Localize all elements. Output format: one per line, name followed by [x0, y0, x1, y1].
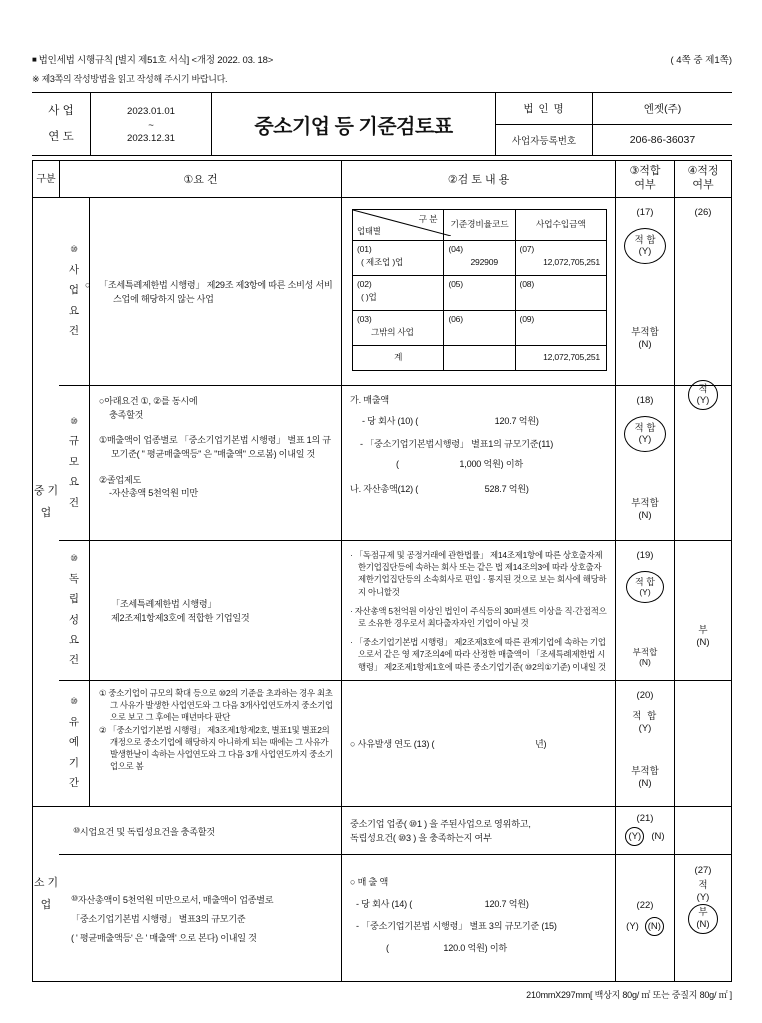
- review-102-standard-value: ( 1,000 억원) 이하: [396, 459, 523, 470]
- propriety-small-filler-top: [674, 807, 731, 854]
- inner-table-row: [353, 241, 607, 276]
- field-number-20: (20): [636, 690, 654, 701]
- propriety-small-no-selected[interactable]: 부 (N): [688, 904, 718, 934]
- conformity-no-101[interactable]: 부적합 (N): [631, 327, 659, 351]
- total-code-empty: [444, 346, 515, 371]
- propriety-mid-no[interactable]: 부 (N): [696, 624, 710, 648]
- propriety-mid-filler: [674, 681, 731, 806]
- col-header-conformity: ③적합 여부: [615, 161, 674, 197]
- law-reference-text: 법인세법 시행규칙 [별지 제51호 서식] <개정 2022. 03. 18>: [38, 55, 274, 66]
- col-header-review: ②검 토 내 용: [341, 161, 615, 197]
- row-104-grace-period: [59, 681, 731, 807]
- criteria-table: [32, 160, 732, 982]
- biz-type-cell-03: (03) 그밖의 사업: [353, 311, 444, 346]
- requirement-text-103: 「조세특례제한법 시행령」 제2조제1항제3호에 적합한 기업일것: [111, 599, 250, 623]
- col-header-gubun: 구분: [36, 173, 56, 185]
- conformity-yes-103-selected[interactable]: 적 합 (Y): [626, 571, 664, 603]
- propriety-cell-mid: [674, 198, 731, 385]
- review-104-label: ○ 사유발생 연도 (13) (: [350, 738, 435, 749]
- review-cell-101: [341, 198, 615, 385]
- biz-no-label: 사업자등록번호: [496, 125, 593, 156]
- paper-spec-footer: 210mmX297mm[ 백상지 80g/ ㎡ 또는 중질지 80g/ ㎡ ]: [526, 990, 732, 1000]
- requirement-text-102: ○아래요건 ①, ②를 동시에 충족할것 ①매출액이 업종별로 「중소기업기본법 시행령」 별표 1의 규모기준( " 평균매출액등" 은 "매출액" 으로봄) 이내일 것 ②졸업제도 -자산총액 5천억원 미만: [99, 396, 331, 499]
- review-cell-102: [341, 386, 615, 540]
- biz-type-cell-02: (02) ( )업: [353, 276, 444, 311]
- business-type-table: [352, 209, 607, 371]
- requirement-text-104: ① 중소기업이 규모의 확대 등으로 ⑩2의 기준을 초과하는 경우 최초 그 사유가 발생한 사업연도와 그 다음 3개사업연도까지 중소기업으로 보고 그 후에는 매년마다 판단 ② 「중소기업기본법 시행령」 제3조제1항제2호, 별표1및 별표2의 개정으로 중소기업에 해당하지 아니하게 되는 때에는 그 사유가 발생한날이 속하는 사업연도와 그 다음 3개 사업연도까지 중소기업으로 봄: [99, 688, 333, 772]
- col-header-requirement: ①요 건: [59, 161, 341, 197]
- group-label-small: 소 기 업: [33, 877, 59, 911]
- conformity-cell-102: [615, 386, 674, 540]
- conformity-cell-106: [615, 855, 674, 981]
- requirement-cell-104: [59, 681, 341, 806]
- conformity-no-102[interactable]: 부적합 (N): [631, 498, 659, 522]
- field-number-26: (26): [694, 207, 712, 218]
- row-102-scale-requirement: [59, 383, 731, 541]
- section-number-105: ⑩: [73, 825, 80, 835]
- section-number-101: ⑩ 사 업 요 건: [59, 198, 90, 385]
- document-header: [32, 52, 732, 85]
- review-106-standard-ref: - 「중소기업기본법 시행령」 별표 3의 규모기준 (15): [356, 921, 557, 932]
- total-revenue: 12,072,705,251: [515, 346, 606, 371]
- requirement-cell-106: [59, 855, 341, 981]
- revenue-cell-08: (08): [515, 276, 606, 311]
- page-title: 중소기업 등 기준검토표: [254, 115, 453, 138]
- requirement-text-106: ⑩자산총액이 5천억원 미만으로서, 매출액이 업종별로 「중소기업기본법 시행령」 별표3의 규모기준 ( ' 평균매출액등' 은 ' 매출액' 으로 본다) 이내일 것: [71, 893, 274, 944]
- field-number-18: (18): [636, 395, 654, 406]
- field-number-19: (19): [636, 550, 654, 561]
- corp-name-value[interactable]: 엔젯(주): [643, 102, 682, 115]
- corp-name-label: 법 인 명: [496, 93, 593, 124]
- mid-enterprise-block: [33, 198, 731, 807]
- biz-no-value[interactable]: 206-86-36037: [629, 133, 696, 146]
- row-106-asset-and-sales: [59, 855, 731, 981]
- field-number-22: (22): [636, 900, 654, 911]
- requirement-text-101: ○ 「조세특례제한법 시행령」 제29조 제3항에 따른 소비성 서비스업에 해당하지 않는 사업: [85, 280, 333, 304]
- inner-table-row: [353, 276, 607, 311]
- inner-table-header-row: [353, 210, 607, 241]
- requirement-cell-102: [59, 386, 341, 540]
- conformity-yes-101-selected[interactable]: 적 합 (Y): [624, 228, 666, 264]
- row-105-business-and-independence: [59, 807, 731, 855]
- requirement-cell-101: [59, 198, 341, 385]
- dot-bullet-icon: ·: [350, 550, 355, 560]
- dot-bullet-icon: ·: [350, 605, 355, 616]
- revenue-cell-07: (07) 12,072,705,251: [515, 241, 606, 276]
- corner-header-cell: 구 분 업태별: [353, 210, 444, 241]
- total-label: 계: [353, 346, 444, 371]
- section-number-104: ⑩ 유 예 기 간: [59, 681, 90, 806]
- review-106-company-sales: - 당 회사 (14) ( 120.7 억원): [356, 899, 529, 910]
- biz-no-row: [496, 124, 732, 156]
- review-105-line2: 독립성요건( ⑩3 ) 을 충족하는지 여부: [350, 833, 492, 843]
- section-number-102: ⑩ 규 모 요 건: [59, 386, 90, 540]
- propriety-mid-yes-selected[interactable]: 적 (Y): [688, 380, 718, 410]
- conformity-cell-101: [615, 198, 674, 385]
- requirement-cell-103: [59, 541, 341, 680]
- col-header-expense-code: 기준경비율코드: [444, 210, 515, 241]
- expense-code-cell-04: (04) 292909: [444, 241, 515, 276]
- title-band: [32, 92, 732, 156]
- row-103-independence-requirement: [59, 541, 731, 681]
- corp-name-row: [496, 93, 732, 124]
- expense-code-cell-05: (05): [444, 276, 515, 311]
- propriety-mid-yes-wrap: [674, 383, 731, 540]
- propriety-cell-small: [674, 855, 731, 981]
- requirement-cell-105: [59, 807, 341, 854]
- conformity-cell-104: [615, 681, 674, 806]
- year-to: 2023.12.31: [126, 133, 175, 145]
- conformity-no-103[interactable]: 부적합 (N): [632, 646, 658, 668]
- review-cell-105: [341, 807, 615, 854]
- group-label-mid: 중 기 업: [33, 198, 59, 807]
- review-105-line1: 중소기업 업종( ⑩1 ) 을 주된사업으로 영위하고,: [350, 818, 531, 829]
- conformity-cell-105: [615, 807, 674, 854]
- square-bullet-icon: ■: [32, 55, 37, 64]
- conformity-yes-106[interactable]: (Y): [626, 921, 639, 932]
- expense-code-cell-06: (06): [444, 311, 515, 346]
- business-year-label: 사 업 연 도: [32, 93, 91, 155]
- review-cell-103: [341, 541, 615, 680]
- revenue-cell-09: (09): [515, 311, 606, 346]
- table-header-row: [33, 161, 731, 198]
- biz-type-cell-01: (01) ( 제조업 )업: [353, 241, 444, 276]
- conformity-no-105[interactable]: (N): [651, 831, 665, 842]
- conformity-yes-104[interactable]: 적 합 (Y): [632, 711, 658, 734]
- review-106-sales-title: ○ 매 출 액: [350, 877, 389, 887]
- law-reference: [32, 52, 273, 66]
- small-enterprise-block: [33, 807, 731, 981]
- conformity-no-106-selected[interactable]: (N): [645, 917, 664, 936]
- review-102-total-assets: 나. 자산총액(12) ( 528.7 억원): [350, 484, 529, 495]
- review-103-bullet-2: · 자산총액 5천억원 이상인 법인이 주식등의 30퍼센트 이상을 직·간접적으로 소유한 경우로서 최다출자자인 기업이 아닐 것: [350, 605, 607, 628]
- row-101-business-requirement: [59, 198, 731, 386]
- requirement-text-105: ⑩시업요건 및 독립성요건을 충족할것: [73, 825, 215, 837]
- conformity-yes-102-selected[interactable]: 적 합 (Y): [624, 416, 666, 452]
- year-from: 2023.01.01: [126, 105, 175, 117]
- review-102-standard-ref: - 「중소기업기본법시행령」 별표1의 규모기준(11): [360, 439, 554, 450]
- inner-table-row: [353, 311, 607, 346]
- business-year-value[interactable]: [91, 93, 212, 155]
- inner-table-total-row: [353, 346, 607, 371]
- col-header-revenue: 사업수입금액: [515, 210, 606, 241]
- review-103-bullet-3: · 「중소기업기본법 시행령」 제2조제3호에 따른 관계기업에 속하는 기업으로서 같은 영 제7조의4에 따라 산정한 매출액이 「조세특례제한법 시행령」 제2조제1항제1호에 따른 중소기업기준( ⑩2의①기준) 이내일 것: [350, 637, 606, 672]
- form-notice: ※ 제3쪽의 작성방법을 읽고 작성해 주시기 바랍니다.: [32, 74, 228, 84]
- conformity-yes-105-selected[interactable]: (Y): [625, 827, 644, 846]
- page-reference: ( 4쪽 중 제1쪽): [670, 55, 732, 66]
- propriety-small-yes[interactable]: 적 (Y): [696, 880, 710, 903]
- col-header-propriety: ④적정 여부: [674, 161, 731, 197]
- review-cell-104: ○ 사유발생 연도 (13) ( 년): [341, 681, 615, 806]
- field-number-27: (27): [694, 865, 712, 876]
- year-dash: ~: [148, 119, 154, 131]
- conformity-cell-103: [615, 541, 674, 680]
- review-102-company-sales: - 당 회사 (10) ( 120.7 억원): [362, 416, 539, 427]
- field-number-17: (17): [636, 207, 654, 218]
- conformity-no-104[interactable]: 부적합 (N): [631, 766, 659, 790]
- review-106-standard-value: ( 120.0 억원) 이하: [386, 943, 507, 954]
- review-cell-106: [341, 855, 615, 981]
- field-number-21: (21): [636, 813, 654, 824]
- section-number-106: ⑩: [71, 893, 78, 903]
- dot-bullet-icon: ·: [350, 637, 355, 648]
- review-102-sales-title: 가. 매출액: [350, 395, 389, 405]
- section-number-103: ⑩ 독 립 성 요 건: [59, 541, 90, 680]
- corp-info-block: [495, 93, 732, 155]
- propriety-mid-no-wrap: [674, 541, 731, 680]
- review-103-bullet-1: · 「독점규제 및 공정거래에 관한법률」 제14조제1항에 따른 상호출자제한기업집단등에 속하는 회사 또는 같은 법 제14조의3에 따라 상호출자제한기업집단등의 소속회사로 편입 · 통지된 것으로 보는 회사에 해당하지 아니할것: [350, 550, 607, 597]
